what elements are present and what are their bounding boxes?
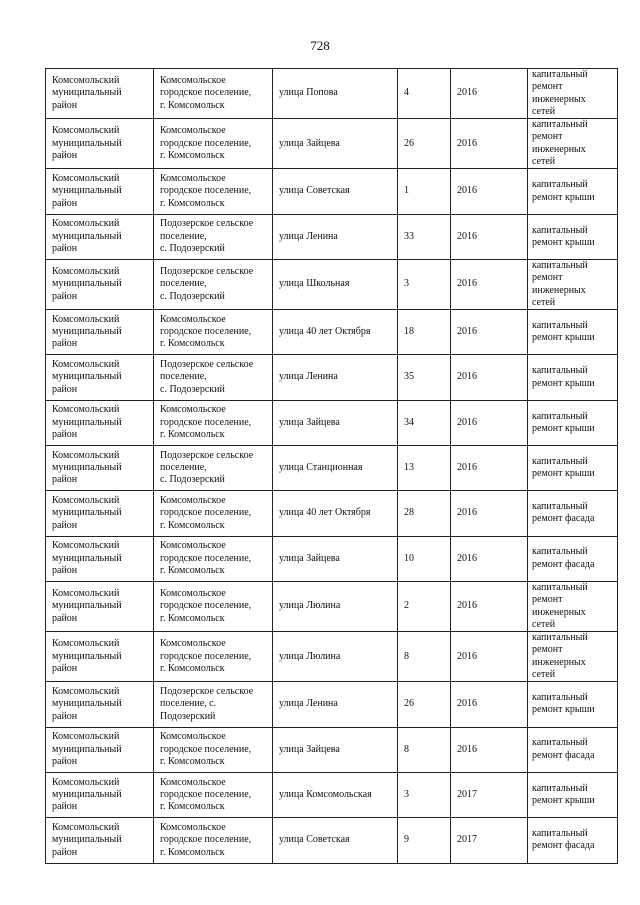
street-cell: улица Люлина — [273, 581, 398, 631]
table-row — [46, 682, 618, 727]
year-cell: 2016 — [451, 310, 528, 355]
table-row — [46, 581, 618, 631]
district-cell: Комсомольский муниципальный район — [46, 355, 154, 400]
street-cell: улица 40 лет Октября — [273, 491, 398, 536]
street-cell: улица Советская — [273, 818, 398, 863]
year-cell: 2017 — [451, 818, 528, 863]
street-cell: улица Зайцева — [273, 119, 398, 169]
settlement-cell: Подозерское сельское поселение, с. Подозерский — [154, 355, 273, 400]
district-cell: Комсомольский муниципальный район — [46, 818, 154, 863]
work-type-cell: капитальный ремонт инженерных сетей — [528, 259, 618, 309]
house-number-cell: 3 — [398, 259, 451, 309]
settlement-cell: Подозерское сельское поселение, с. Подозерский — [154, 214, 273, 259]
work-type-cell: капитальный ремонт инженерных сетей — [528, 632, 618, 682]
work-type-cell: капитальный ремонт крыши — [528, 682, 618, 727]
street-cell: улица 40 лет Октября — [273, 310, 398, 355]
house-number-cell: 28 — [398, 491, 451, 536]
table-row — [46, 632, 618, 682]
district-cell: Комсомольский муниципальный район — [46, 259, 154, 309]
house-number-cell: 33 — [398, 214, 451, 259]
district-cell: Комсомольский муниципальный район — [46, 727, 154, 772]
street-cell: улица Ленина — [273, 214, 398, 259]
settlement-cell: Комсомольское городское поселение, г. Комсомольск — [154, 772, 273, 817]
work-type-cell: капитальный ремонт крыши — [528, 400, 618, 445]
work-type-cell: капитальный ремонт фасада — [528, 491, 618, 536]
year-cell: 2016 — [451, 400, 528, 445]
work-type-cell: капитальный ремонт крыши — [528, 169, 618, 214]
street-cell: улица Зайцева — [273, 400, 398, 445]
district-cell: Комсомольский муниципальный район — [46, 772, 154, 817]
table-row — [46, 355, 618, 400]
street-cell: улица Люлина — [273, 632, 398, 682]
year-cell: 2017 — [451, 772, 528, 817]
work-type-cell: капитальный ремонт крыши — [528, 772, 618, 817]
year-cell: 2016 — [451, 581, 528, 631]
table-row — [46, 214, 618, 259]
table-row — [46, 818, 618, 863]
settlement-cell: Комсомольское городское поселение, г. Комсомольск — [154, 581, 273, 631]
settlement-cell: Подозерское сельское поселение, с. Подозерский — [154, 259, 273, 309]
settlement-cell: Подозерское сельское поселение, с. Подозерский — [154, 446, 273, 491]
table-row — [46, 491, 618, 536]
table-row — [46, 772, 618, 817]
table-row — [46, 400, 618, 445]
street-cell: улица Школьная — [273, 259, 398, 309]
work-type-cell: капитальный ремонт крыши — [528, 355, 618, 400]
work-type-cell: капитальный ремонт фасада — [528, 536, 618, 581]
table-row — [46, 446, 618, 491]
house-number-cell: 2 — [398, 581, 451, 631]
district-cell: Комсомольский муниципальный район — [46, 446, 154, 491]
settlement-cell: Подозерское сельское поселение, с. Подозерский — [154, 682, 273, 727]
street-cell: улица Зайцева — [273, 536, 398, 581]
year-cell: 2016 — [451, 119, 528, 169]
year-cell: 2016 — [451, 355, 528, 400]
year-cell: 2016 — [451, 446, 528, 491]
settlement-cell: Комсомольское городское поселение, г. Комсомольск — [154, 400, 273, 445]
district-cell: Комсомольский муниципальный район — [46, 310, 154, 355]
work-type-cell: капитальный ремонт инженерных сетей — [528, 581, 618, 631]
district-cell: Комсомольский муниципальный район — [46, 536, 154, 581]
year-cell: 2016 — [451, 259, 528, 309]
settlement-cell: Комсомольское городское поселение, г. Комсомольск — [154, 818, 273, 863]
settlement-cell: Комсомольское городское поселение, г. Комсомольск — [154, 119, 273, 169]
settlement-cell: Комсомольское городское поселение, г. Комсомольск — [154, 727, 273, 772]
settlement-cell: Комсомольское городское поселение, г. Комсомольск — [154, 310, 273, 355]
work-type-cell: капитальный ремонт крыши — [528, 446, 618, 491]
year-cell: 2016 — [451, 169, 528, 214]
district-cell: Комсомольский муниципальный район — [46, 214, 154, 259]
street-cell: улица Зайцева — [273, 727, 398, 772]
district-cell: Комсомольский муниципальный район — [46, 581, 154, 631]
year-cell: 2016 — [451, 536, 528, 581]
house-number-cell: 8 — [398, 632, 451, 682]
year-cell: 2016 — [451, 727, 528, 772]
house-number-cell: 4 — [398, 69, 451, 119]
table-row — [46, 259, 618, 309]
table-row — [46, 536, 618, 581]
district-cell: Комсомольский муниципальный район — [46, 491, 154, 536]
page-number: 728 — [310, 38, 330, 53]
table-row — [46, 119, 618, 169]
district-cell: Комсомольский муниципальный район — [46, 119, 154, 169]
house-number-cell: 34 — [398, 400, 451, 445]
street-cell: улица Ленина — [273, 355, 398, 400]
work-type-cell: капитальный ремонт фасада — [528, 818, 618, 863]
table-row — [46, 69, 618, 119]
settlement-cell: Комсомольское городское поселение, г. Комсомольск — [154, 491, 273, 536]
house-number-cell: 13 — [398, 446, 451, 491]
work-type-cell: капитальный ремонт крыши — [528, 310, 618, 355]
district-cell: Комсомольский муниципальный район — [46, 169, 154, 214]
street-cell: улица Комсомольская — [273, 772, 398, 817]
street-cell: улица Советская — [273, 169, 398, 214]
house-number-cell: 8 — [398, 727, 451, 772]
house-number-cell: 9 — [398, 818, 451, 863]
district-cell: Комсомольский муниципальный район — [46, 632, 154, 682]
settlement-cell: Комсомольское городское поселение, г. Комсомольск — [154, 632, 273, 682]
year-cell: 2016 — [451, 69, 528, 119]
district-cell: Комсомольский муниципальный район — [46, 69, 154, 119]
table-row — [46, 310, 618, 355]
work-type-cell: капитальный ремонт инженерных сетей — [528, 119, 618, 169]
settlement-cell: Комсомольское городское поселение, г. Комсомольск — [154, 536, 273, 581]
house-number-cell: 26 — [398, 682, 451, 727]
table-row — [46, 169, 618, 214]
work-type-cell: капитальный ремонт фасада — [528, 727, 618, 772]
repair-schedule-table — [45, 68, 618, 864]
year-cell: 2016 — [451, 632, 528, 682]
settlement-cell: Комсомольское городское поселение, г. Комсомольск — [154, 69, 273, 119]
year-cell: 2016 — [451, 491, 528, 536]
street-cell: улица Ленина — [273, 682, 398, 727]
street-cell: улица Попова — [273, 69, 398, 119]
house-number-cell: 1 — [398, 169, 451, 214]
district-cell: Комсомольский муниципальный район — [46, 400, 154, 445]
year-cell: 2016 — [451, 214, 528, 259]
district-cell: Комсомольский муниципальный район — [46, 682, 154, 727]
house-number-cell: 35 — [398, 355, 451, 400]
work-type-cell: капитальный ремонт крыши — [528, 214, 618, 259]
house-number-cell: 18 — [398, 310, 451, 355]
house-number-cell: 3 — [398, 772, 451, 817]
table-row — [46, 727, 618, 772]
house-number-cell: 10 — [398, 536, 451, 581]
house-number-cell: 26 — [398, 119, 451, 169]
work-type-cell: капитальный ремонт инженерных сетей — [528, 69, 618, 119]
street-cell: улица Станционная — [273, 446, 398, 491]
settlement-cell: Комсомольское городское поселение, г. Комсомольск — [154, 169, 273, 214]
year-cell: 2016 — [451, 682, 528, 727]
